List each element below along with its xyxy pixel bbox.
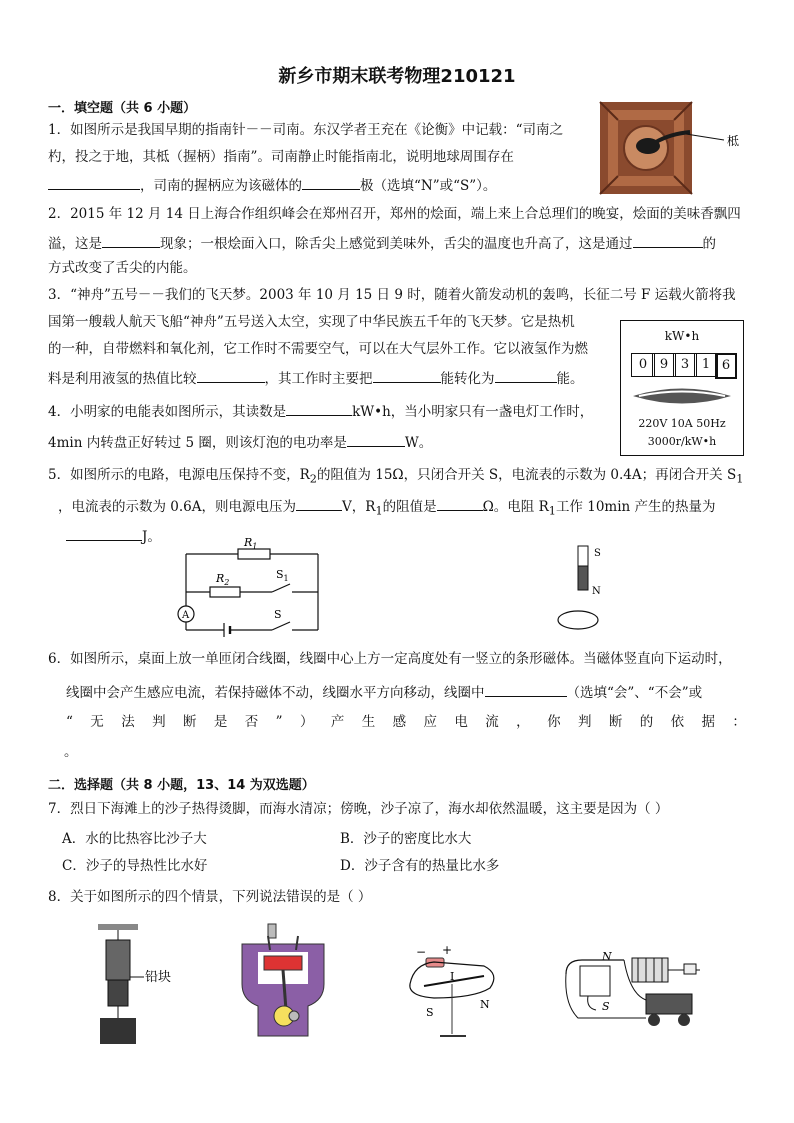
section-heading-choice: 二．选择题（共 8 小题，13、14 为双选题） [48, 778, 315, 793]
answer-blank[interactable] [102, 233, 160, 248]
current-label: I [450, 970, 455, 983]
minus-terminal: − [416, 945, 427, 959]
meter-rating: 220V 10A 50Hz [638, 417, 726, 430]
magnet-s-label: S [602, 1000, 610, 1013]
meter-digit: 9 [652, 353, 676, 377]
q1-line-3: ，司南的握柄应为该磁体的 极（选填“N”或“S”）。 [48, 175, 496, 195]
ammeter-label: A [182, 610, 190, 621]
q2-line-1: 2．2015 年 12 月 14 日上海合作组织峰会在郑州召开，郑州的烩面，端上来上合总理们的晚宴，烩面的美味香飘四 [48, 206, 741, 222]
answer-blank[interactable] [485, 682, 567, 697]
magnet-n-pole: N [592, 586, 601, 597]
meter-digit: 0 [631, 353, 655, 377]
meter-unit: kW•h [664, 329, 700, 343]
q1-line-1: 1．如图所示是我国早期的指南针－－司南。东汉学者王充在《论衡》中记载：“司南之 [48, 122, 563, 138]
resistor-r2-label: $R_2$ [216, 572, 230, 587]
answer-blank[interactable] [48, 175, 140, 190]
engine-cylinder-figure [238, 922, 328, 1042]
lead-block-label: 铅块 [145, 970, 172, 985]
meter-rotating-disk [629, 383, 735, 409]
q3-line-4: 料是利用液氢的热值比较 ，其工作时主要把 能转化为 能。 [48, 368, 584, 388]
answer-blank[interactable] [437, 496, 483, 511]
answer-blank[interactable] [302, 175, 360, 190]
q6-line-2: 线圈中会产生感应电流，若保持磁体不动，线圈水平方向移动，线圈中 （选填“会”、“不会”或 [66, 682, 702, 702]
sinan-compass-figure [598, 100, 748, 196]
meter-digits [631, 353, 741, 377]
q4-line-1: 4．小明家的电能表如图所示，其读数是 kW•h，当小明家只有一盏电灯工作时， [48, 401, 593, 421]
compass-n-label: N [480, 998, 490, 1011]
q7-option-d[interactable]: D．沙子含有的热量比水多 [340, 858, 500, 874]
q7-stem: 7．烈日下海滩上的沙子热得烫脚，而海水清凉；傍晚，沙子凉了，海水却依然温暖，这主要是因为（ ） [48, 801, 669, 817]
switch-s1-label: $S_1$ [276, 568, 289, 583]
answer-blank[interactable] [633, 233, 703, 248]
electromagnetic-apparatus-figure [560, 944, 710, 1036]
magnet-s-pole: S [594, 548, 601, 559]
q7-option-b[interactable]: B．沙子的密度比水大 [340, 831, 472, 847]
q1-line-2: 杓，投之于地，其柢（握柄）指南”。司南静止时能指南北，说明地球周围存在 [48, 149, 514, 165]
answer-blank[interactable] [286, 401, 352, 416]
q7-option-c[interactable]: C．沙子的导热性比水好 [62, 858, 208, 874]
answer-blank[interactable] [296, 496, 342, 511]
meter-digit-decimal: 6 [715, 353, 737, 379]
resistor-r1-label: $R_1$ [244, 536, 258, 551]
sinan-handle-label: 柢 [727, 134, 740, 148]
answer-blank[interactable] [495, 368, 557, 383]
q8-stem: 8．关于如图所示的四个情景，下列说法错误的是（ ） [48, 889, 372, 905]
magnet-coil-figure [550, 540, 630, 632]
plus-terminal: + [442, 944, 453, 957]
q5-line-2: ，电流表的示数为 0.6A，则电源电压为 V，$R_1$的阻值是 Ω。电阻 $R_1$工作 10min 产生的热量为 [58, 496, 716, 521]
switch-s-label: S [274, 608, 282, 621]
q2-line-2: 溢，这是 现象；一根烩面入口，除舌尖上感觉到美味外，舌尖的温度也升高了，这是通过 的 [48, 233, 716, 253]
answer-blank[interactable] [197, 368, 265, 383]
circuit-diagram [168, 532, 328, 642]
answer-blank[interactable] [373, 368, 441, 383]
meter-digit: 1 [694, 353, 718, 377]
current-compass-figure [404, 944, 504, 1044]
electricity-meter [620, 320, 744, 456]
q3-line-2: 国第一艘载人航天飞船“神舟”五号送入太空，实现了中华民族五千年的飞天梦。它是热机 [48, 314, 575, 330]
meter-constant: 3000r/kW•h [647, 435, 717, 448]
q6-line-1: 6．如图所示，桌面上放一单匝闭合线圈，线圈中心上方一定高度处有一竖立的条形磁体。当磁体竖直向下运动时， [48, 651, 732, 667]
q2-line-3: 方式改变了舌尖的内能。 [48, 260, 197, 276]
meter-digit: 3 [673, 353, 697, 377]
section-heading-fill-in: 一．填空题（共 6 小题） [48, 101, 197, 116]
q5-line-3: J。 [66, 526, 161, 546]
q3-line-1: 3．“神舟”五号－－我们的飞天梦。2003 年 10 月 15 日 9 时，随着火箭发动机的轰鸣，长征二号 F 运载火箭将我 [48, 287, 736, 303]
page-title: 新乡市期末联考物理210121 [278, 66, 516, 87]
q4-line-2: 4min 内转盘正好转过 5 圈，则该灯泡的电功率是 W。 [48, 432, 432, 452]
answer-blank[interactable] [347, 432, 405, 447]
q6-line-4: 。 [64, 744, 78, 760]
q5-line-1: 5．如图所示的电路，电源电压保持不变，$R_2$的阻值为 15Ω，只闭合开关 S，电流表的示数为 0.4A；再闭合开关 $S_1$ [48, 467, 744, 486]
answer-blank[interactable] [66, 526, 142, 541]
compass-s-label: S [426, 1006, 434, 1019]
magnet-n-label: N [602, 950, 612, 963]
q7-option-a[interactable]: A．水的比热容比沙子大 [62, 831, 207, 847]
lead-block-figure [90, 922, 190, 1046]
q6-line-3: “ 无 法 判 断 是 否 ” ） 产 生 感 应 电 流 ， 你 判 断 的 依 据 ： [66, 714, 746, 730]
q3-line-3: 的一种，自带燃料和氧化剂，它工作时不需要空气，可以在大气层外工作。它以液氢作为燃 [48, 341, 588, 357]
